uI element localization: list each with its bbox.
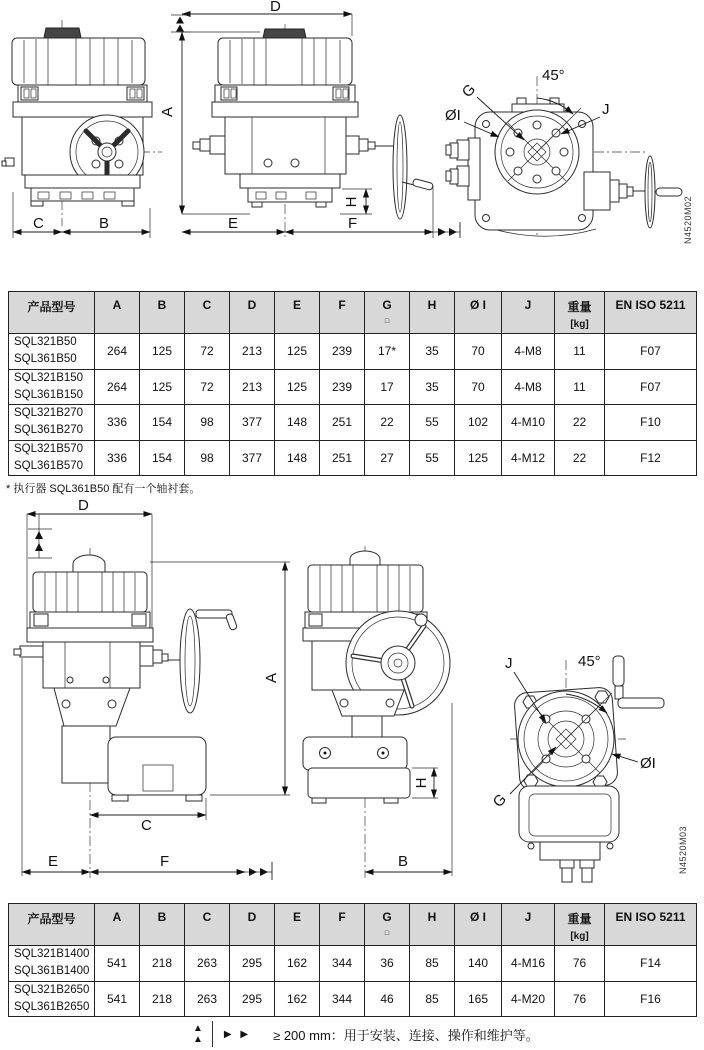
value-cell: 46 (365, 981, 410, 1017)
value-cell: F10 (605, 405, 697, 441)
col-e: E (275, 292, 320, 334)
dimension-table-large-actuators (8, 903, 697, 1017)
model-name: SQL321B50 (14, 336, 77, 348)
value-cell: 125 (275, 369, 320, 405)
value-cell: 85 (410, 946, 455, 982)
value-cell: 344 (320, 946, 365, 982)
model-name: SQL361B2650 (14, 1000, 90, 1013)
value-cell: 36 (365, 946, 410, 982)
value-cell: 98 (185, 440, 230, 476)
clearance-right-icon (260, 868, 268, 876)
value-cell: 295 (230, 946, 275, 982)
value-cell: 72 (185, 369, 230, 405)
value-cell: F14 (605, 946, 697, 982)
value-cell: 263 (185, 946, 230, 982)
model-name: SQL361B50 (14, 353, 77, 366)
dim-label-g: G (458, 80, 480, 102)
value-cell: 22 (365, 405, 410, 441)
clearance-up-icon (35, 543, 43, 551)
figure2-bottom-view (490, 653, 688, 882)
value-cell: 55 (410, 440, 455, 476)
value-cell: 70 (455, 369, 502, 405)
dimension-table-small-actuators (8, 291, 697, 476)
value-cell: 98 (185, 405, 230, 441)
angle-label: 45° (542, 67, 565, 84)
col-d: D (230, 292, 275, 334)
value-cell: 251 (320, 405, 365, 441)
value-cell: 22 (555, 440, 605, 476)
col-oi: Ø I (455, 292, 502, 334)
value-cell: F07 (605, 369, 697, 405)
value-cell: 213 (230, 369, 275, 405)
col-e: E (275, 904, 320, 946)
model-name: SQL361B1400 (14, 965, 90, 978)
model-name: SQL321B570 (14, 442, 84, 455)
header-row (9, 904, 697, 946)
table-row (9, 334, 697, 370)
value-cell: 4-M16 (502, 946, 555, 982)
model-name: SQL361B150 (14, 388, 84, 401)
col-model: 产品型号 (9, 292, 95, 334)
value-cell: 4-M12 (502, 440, 555, 476)
value-cell: 55 (410, 405, 455, 441)
value-cell: 263 (185, 981, 230, 1017)
col-g: G □ (365, 904, 410, 946)
col-weight: 重量 [kg] (555, 904, 605, 946)
model-name: SQL321B2650 (14, 983, 90, 996)
dim-label-f: F (160, 853, 170, 870)
value-cell: 4-M20 (502, 981, 555, 1017)
value-cell: 125 (275, 334, 320, 370)
model-cell (9, 440, 95, 476)
col-b: B (140, 904, 185, 946)
value-cell: 541 (95, 981, 140, 1017)
value-cell: 154 (140, 440, 185, 476)
clearance-right-icon (438, 228, 446, 236)
clearance-right-icon (449, 228, 457, 236)
model-name: SQL321B150 (14, 371, 84, 384)
figure1-bottom-view (445, 67, 693, 244)
handwheel-side-icon (393, 115, 433, 219)
clearance-legend (193, 1021, 539, 1047)
value-cell: 218 (140, 981, 185, 1017)
col-h: H (410, 904, 455, 946)
col-j: J (502, 292, 555, 334)
value-cell: 17 (365, 369, 410, 405)
col-a: A (95, 904, 140, 946)
table-row (9, 981, 697, 1017)
value-cell: 148 (275, 440, 320, 476)
value-cell: 35 (410, 334, 455, 370)
col-g: G □ (365, 292, 410, 334)
value-cell: 344 (320, 981, 365, 1017)
table-row (9, 946, 697, 982)
col-weight: 重量 [kg] (555, 292, 605, 334)
value-cell: 218 (140, 946, 185, 982)
dim-label-d: D (78, 498, 89, 514)
dim-label-h: H (343, 196, 360, 208)
legend-up-symbols (193, 1023, 203, 1045)
legend-divider (212, 1021, 213, 1047)
value-cell: 251 (320, 440, 365, 476)
value-cell: 11 (555, 334, 605, 370)
value-cell: 70 (455, 334, 502, 370)
value-cell: 76 (555, 946, 605, 982)
figure2-front-view (303, 546, 452, 878)
figure1-dimension-drawing (0, 0, 704, 252)
table-row (9, 369, 697, 405)
value-cell: 72 (185, 334, 230, 370)
dim-label-oi: ØI (640, 755, 656, 772)
dim-label-e: E (48, 853, 59, 870)
model-cell (9, 946, 95, 982)
value-cell: 239 (320, 334, 365, 370)
table-row (9, 405, 697, 441)
col-oi: Ø I (455, 904, 502, 946)
value-cell: 377 (230, 440, 275, 476)
dim-label-a: A (159, 106, 176, 118)
table-row (9, 440, 697, 476)
value-cell: 154 (140, 405, 185, 441)
model-cell (9, 981, 95, 1017)
handwheel-side-icon (180, 609, 237, 713)
col-iso: EN ISO 5211 (605, 292, 697, 334)
model-name: SQL321B270 (14, 407, 84, 419)
figure1-side-view (159, 0, 460, 238)
value-cell: 377 (230, 405, 275, 441)
clearance-up-icon (176, 25, 184, 32)
dim-label-a: A (263, 672, 280, 684)
value-cell: 213 (230, 334, 275, 370)
value-cell: 148 (275, 405, 320, 441)
value-cell: 140 (455, 946, 502, 982)
dim-label-g: G (489, 790, 510, 811)
col-d: D (230, 904, 275, 946)
value-cell: 4-M8 (502, 334, 555, 370)
clearance-right-icon (249, 868, 257, 876)
drawing-code: N4520M02 (683, 195, 693, 245)
model-name: SQL361B570 (14, 459, 84, 472)
clearance-up-icon: ▲ (193, 1023, 203, 1034)
value-cell: 4-M10 (502, 405, 555, 441)
value-cell: 295 (230, 981, 275, 1017)
col-c: C (185, 292, 230, 334)
dim-label-f: F (348, 215, 358, 232)
col-f: F (320, 904, 365, 946)
model-cell (9, 405, 95, 441)
dim-label-b: B (398, 853, 409, 870)
value-cell: 125 (140, 334, 185, 370)
value-cell: 264 (95, 369, 140, 405)
dim-label-oi: ØI (445, 107, 461, 124)
value-cell: F12 (605, 440, 697, 476)
col-b: B (140, 292, 185, 334)
col-f: F (320, 292, 365, 334)
dim-label-c: C (33, 215, 44, 232)
value-cell: F16 (605, 981, 697, 1017)
dim-label-h: H (413, 777, 430, 789)
model-cell (9, 334, 95, 370)
drawing-code: N4520M03 (678, 825, 688, 875)
value-cell: 162 (275, 981, 320, 1017)
value-cell: 125 (455, 440, 502, 476)
value-cell: 162 (275, 946, 320, 982)
legend-text: ≥ 200 mm：用于安装、连接、操作和维护等。 (273, 1027, 539, 1043)
value-cell: 11 (555, 369, 605, 405)
model-cell (9, 369, 95, 405)
angle-label: 45° (578, 653, 601, 670)
col-iso: EN ISO 5211 (605, 904, 697, 946)
value-cell: 336 (95, 440, 140, 476)
col-h: H (410, 292, 455, 334)
col-a: A (95, 292, 140, 334)
value-cell: 4-M8 (502, 369, 555, 405)
value-cell: 239 (320, 369, 365, 405)
dim-label-j: J (505, 655, 513, 672)
value-cell: 27 (365, 440, 410, 476)
model-name: SQL361B270 (14, 424, 84, 437)
figure1-front-view (2, 20, 162, 238)
dim-label-d: D (270, 0, 281, 15)
value-cell: 541 (95, 946, 140, 982)
value-cell: 125 (140, 369, 185, 405)
col-model: 产品型号 (9, 904, 95, 946)
figure2-dimension-drawing (0, 498, 704, 898)
value-cell: 85 (410, 981, 455, 1017)
value-cell: 165 (455, 981, 502, 1017)
col-j: J (502, 904, 555, 946)
clearance-up-icon (35, 531, 43, 539)
clearance-right-icon: ▶ ▶ (223, 1028, 252, 1040)
clearance-up-icon: ▲ (193, 1034, 203, 1045)
model-name: SQL321B1400 (14, 948, 90, 960)
clearance-up-icon (176, 17, 184, 24)
dim-label-b: B (99, 215, 110, 232)
value-cell: 22 (555, 405, 605, 441)
col-c: C (185, 904, 230, 946)
dim-label-c: C (141, 817, 152, 834)
value-cell: 264 (95, 334, 140, 370)
header-row (9, 292, 697, 334)
value-cell: 17* (365, 334, 410, 370)
value-cell: F07 (605, 334, 697, 370)
value-cell: 35 (410, 369, 455, 405)
table1-footnote: * 执行器 SQL361B50 配有一个轴衬套。 (6, 483, 201, 495)
value-cell: 102 (455, 405, 502, 441)
dim-label-j: J (602, 101, 610, 118)
value-cell: 76 (555, 981, 605, 1017)
dim-label-e: E (228, 215, 239, 232)
figure2-side-view (14, 498, 290, 880)
value-cell: 336 (95, 405, 140, 441)
